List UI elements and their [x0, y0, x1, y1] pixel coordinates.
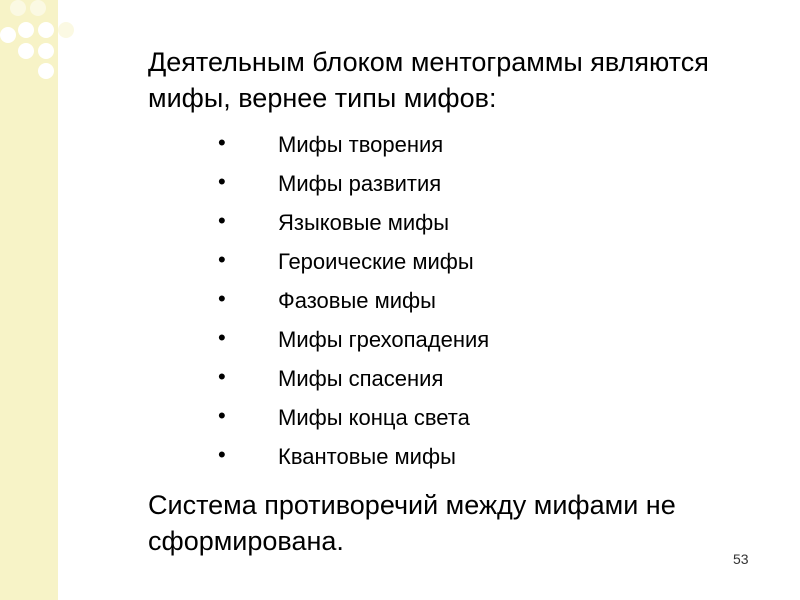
- list-item-text: Мифы спасения: [278, 366, 444, 391]
- dot-icon: [30, 0, 46, 16]
- list-item-text: Языковые мифы: [278, 210, 450, 235]
- list-item-text: Мифы творения: [278, 132, 444, 157]
- bullet-icon: •: [218, 247, 226, 272]
- dot-icon: [38, 63, 54, 79]
- dot-icon: [18, 22, 34, 38]
- dot-icon: [10, 0, 26, 16]
- dot-icon: [0, 27, 16, 43]
- bullet-icon: •: [218, 130, 226, 155]
- conclusion-text: Система противоречий между мифами не сформирована.: [148, 490, 676, 556]
- list-item-text: Мифы грехопадения: [278, 327, 490, 352]
- bullet-icon: •: [218, 364, 226, 389]
- list-item-text: Фазовые мифы: [278, 288, 436, 313]
- dot-icon: [58, 22, 74, 38]
- bullet-icon: •: [218, 325, 226, 350]
- sidebar-divider: [58, 0, 60, 600]
- list-item-text: Мифы конца света: [278, 405, 470, 430]
- bullet-icon: •: [218, 442, 226, 467]
- decorative-dots: [0, 0, 70, 90]
- page-number: 53: [733, 551, 749, 567]
- bullet-icon: •: [218, 403, 226, 428]
- list-item-text: Героические мифы: [278, 249, 474, 274]
- dot-icon: [38, 43, 54, 59]
- decorative-sidebar: [0, 0, 58, 600]
- bullet-icon: •: [218, 169, 226, 194]
- bullet-icon: •: [218, 208, 226, 233]
- slide-title: Деятельным блоком ментограммы являются мифы, вернее типы мифов:: [148, 47, 709, 113]
- list-item-text: Мифы развития: [278, 171, 442, 196]
- dot-icon: [38, 22, 54, 38]
- bullet-icon: •: [218, 286, 226, 311]
- dot-icon: [18, 43, 34, 59]
- list-item-text: Квантовые мифы: [278, 444, 456, 469]
